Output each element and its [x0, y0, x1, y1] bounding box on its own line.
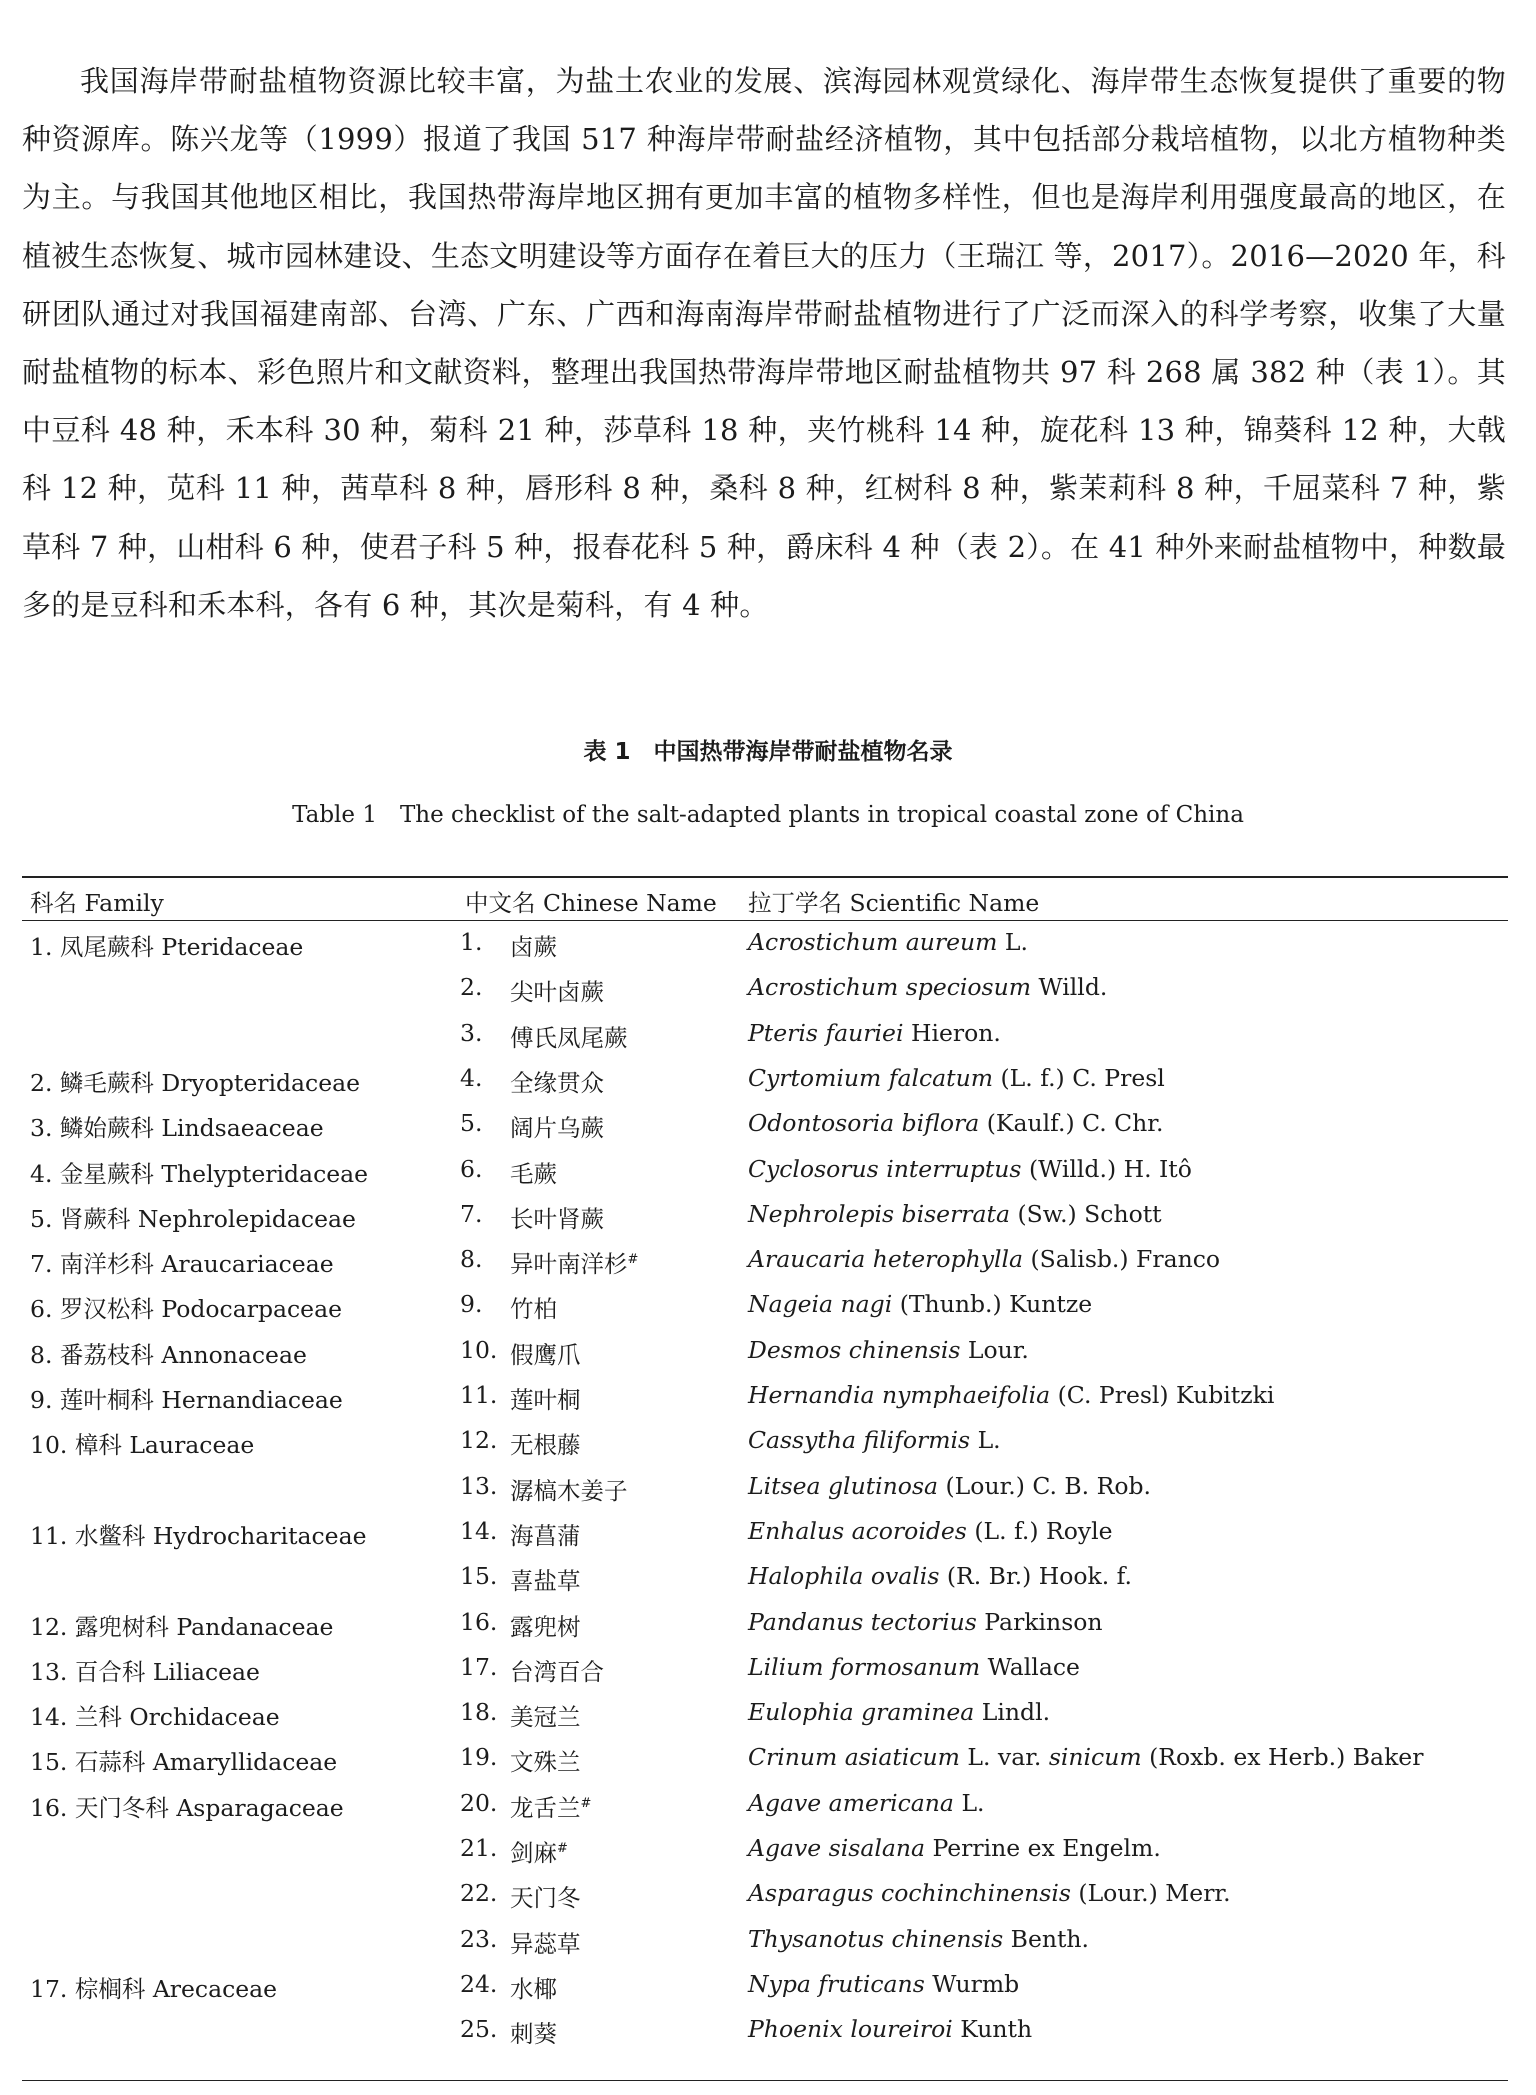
chinese-name: 喜盐草 [510, 1567, 581, 1595]
chinese-name: 阔片乌蕨 [510, 1114, 604, 1142]
genus-species: Cyclosorus interruptus [748, 1155, 1022, 1183]
chinese-name: 龙舌兰 [510, 1794, 581, 1822]
chinese-name: 异叶南洋杉 [510, 1250, 628, 1278]
family-cell: 14. 兰科 Orchidaceae [30, 1703, 280, 1731]
species-number: 4. [460, 1064, 483, 1092]
author-citation: (L. f.) C. Presl [1000, 1064, 1165, 1092]
author-citation: (R. Br.) Hook. f. [946, 1562, 1133, 1590]
chinese-name-cell [510, 1743, 581, 1777]
author-citation: (Lour.) Merr. [1078, 1879, 1231, 1907]
scientific-name-cell [748, 2015, 1032, 2043]
chinese-name-cell [510, 1336, 581, 1370]
family-cell: 7. 南洋杉科 Araucariaceae [30, 1250, 334, 1278]
scientific-name-cell [748, 1743, 1423, 1771]
author-citation: (Salisb.) Franco [1030, 1245, 1221, 1273]
scientific-name-cell [748, 1653, 1080, 1681]
family-cell: 2. 鳞毛蕨科 Dryopteridaceae [30, 1069, 361, 1097]
species-number: 21. [460, 1834, 498, 1862]
chinese-name: 长叶肾蕨 [510, 1205, 604, 1233]
chinese-name-cell [510, 1970, 557, 2004]
family-cell: 17. 棕榈科 Arecaceae [30, 1975, 278, 2003]
chinese-name-cell [510, 928, 557, 962]
species-number: 11. [460, 1381, 498, 1409]
family-cell: 4. 金星蕨科 Thelypteridaceae [30, 1160, 369, 1188]
species-number: 17. [460, 1653, 498, 1681]
chinese-name: 傅氏凤尾蕨 [510, 1024, 628, 1052]
chinese-name-cell [510, 1562, 581, 1596]
table-header-rule [22, 920, 1508, 921]
header-chinese-name: 中文名 Chinese Name [465, 889, 717, 917]
scientific-name-cell [748, 1290, 1092, 1318]
table-bottom-rule [22, 2080, 1508, 2081]
chinese-name: 剑麻 [510, 1839, 557, 1867]
scientific-name-cell [748, 1472, 1151, 1500]
genus-species: Nephrolepis biserrata [748, 1200, 1010, 1228]
genus-species: Araucaria heterophylla [748, 1245, 1024, 1273]
exotic-mark: # [557, 1841, 568, 1857]
family-cell: 15. 石蒜科 Amaryllidaceae [30, 1748, 338, 1776]
chinese-name: 全缘贯众 [510, 1069, 604, 1097]
chinese-name: 卤蕨 [510, 933, 557, 961]
genus-species: Crinum asiaticum [748, 1743, 960, 1771]
scientific-name-cell [748, 1608, 1103, 1636]
genus-species: Acrostichum speciosum [748, 973, 1032, 1001]
author-citation: (L. f.) Royle [974, 1517, 1113, 1545]
genus-species: Phoenix loureiroi [748, 2015, 953, 2043]
family-cell: 1. 凤尾蕨科 Pteridaceae [30, 933, 304, 961]
genus-species: Eulophia graminea [748, 1698, 975, 1726]
scientific-name-cell [748, 1426, 1001, 1454]
chinese-name: 刺葵 [510, 2020, 557, 2048]
author-citation: Willd. [1038, 973, 1108, 1001]
scientific-name-cell [748, 1834, 1161, 1862]
genus-species: Halophila ovalis [748, 1562, 940, 1590]
chinese-name-cell [510, 973, 604, 1007]
author-citation: L. [977, 1426, 1001, 1454]
genus-species: Lilium formosanum [748, 1653, 981, 1681]
family-cell: 9. 莲叶桐科 Hernandiaceae [30, 1386, 343, 1414]
chinese-name: 毛蕨 [510, 1160, 557, 1188]
chinese-name-cell [510, 1064, 604, 1098]
author-citation: (Kaulf.) C. Chr. [986, 1109, 1164, 1137]
author-citation: (Roxb. ex Herb.) Baker [1149, 1743, 1424, 1771]
author-citation: (Lour.) C. B. Rob. [945, 1472, 1151, 1500]
genus-species: Nypa fruticans [748, 1970, 925, 1998]
genus-species: Acrostichum aureum [748, 928, 998, 956]
author-citation: Perrine ex Engelm. [932, 1834, 1161, 1862]
species-number: 18. [460, 1698, 498, 1726]
author-citation: Parkinson [984, 1608, 1103, 1636]
species-number: 24. [460, 1970, 498, 1998]
scientific-name-cell [748, 1109, 1163, 1137]
species-number: 8. [460, 1245, 483, 1273]
author-citation: Lour. [967, 1336, 1029, 1364]
genus-species: Agave americana [748, 1789, 954, 1817]
chinese-name: 水椰 [510, 1975, 557, 2003]
chinese-name-cell [510, 1245, 638, 1279]
family-cell: 16. 天门冬科 Asparagaceae [30, 1794, 344, 1822]
scientific-name-cell [748, 973, 1107, 1001]
species-number: 15. [460, 1562, 498, 1590]
chinese-name-cell [510, 1834, 568, 1868]
chinese-name-cell [510, 1381, 581, 1415]
scientific-name-cell [748, 1381, 1274, 1409]
chinese-name-cell [510, 1925, 581, 1959]
scientific-name-cell [748, 1562, 1132, 1590]
author-citation: (Sw.) Schott [1017, 1200, 1162, 1228]
header-family: 科名 Family [30, 889, 164, 917]
chinese-name-cell [510, 1019, 628, 1053]
chinese-name: 尖叶卤蕨 [510, 978, 604, 1006]
family-cell: 5. 肾蕨科 Nephrolepidaceae [30, 1205, 356, 1233]
name-connector: L. var. [967, 1743, 1042, 1771]
family-cell: 13. 百合科 Liliaceae [30, 1658, 260, 1686]
chinese-name-cell [510, 1200, 604, 1234]
family-cell: 11. 水鳖科 Hydrocharitaceae [30, 1522, 367, 1550]
chinese-name-cell [510, 1155, 557, 1189]
chinese-name-cell [510, 1608, 581, 1642]
species-number: 13. [460, 1472, 498, 1500]
author-citation: Hieron. [910, 1019, 1001, 1047]
chinese-name-cell [510, 1109, 604, 1143]
genus-species: Asparagus cochinchinensis [748, 1879, 1071, 1907]
chinese-name: 美冠兰 [510, 1703, 581, 1731]
scientific-name-cell [748, 1245, 1220, 1273]
scientific-name-cell [748, 1336, 1029, 1364]
chinese-name-cell [510, 1789, 591, 1823]
body-paragraph: 我国海岸带耐盐植物资源比较丰富，为盐土农业的发展、滨海园林观赏绿化、海岸带生态恢复提供了重要的物种资源库。陈兴龙等（1999）报道了我国 517 种海岸带耐盐经济植物，其中包括部分栽培植物，以北方植物种类为主。与我国其他地区相比，我国热带海岸地区拥有更加丰富的植物多样性，但也是海岸利用强度最高的地区，在植被生态恢复、城市园林建设、生态文明建设等方面存在着巨大的压力（王瑞江 等，2017）。2016—2020 年，科研团队通过对我国福建南部、台湾、广东、广西和海南海岸带耐盐植物进行了广泛而深入的科学考察，收集了大量耐盐植物的标本、彩色照片和文献资料，整理出我国热带海岸带地区耐盐植物共 97 科 268 属 382 种（表 1）。其中豆科 48 种，禾本科 30 种，菊科 21 种，莎草科 18 种，夹竹桃科 14 种，旋花科 13 种，锦葵科 12 种，大戟科 12 种，苋科 11 种，茜草科 8 种，唇形科 8 种，桑科 8 种，红树科 8 种，紫茉莉科 8 种，千屈菜科 7 种，紫草科 7 种，山柑科 6 种，使君子科 5 种，报春花科 5 种，爵床科 4 种（表 2）。在 41 种外来耐盐植物中，种数最多的是豆科和禾本科，各有 6 种，其次是菊科，有 4 种。 [22, 64, 1506, 622]
scientific-name-cell [748, 1789, 985, 1817]
genus-species: Hernandia nymphaeifolia [748, 1381, 1051, 1409]
chinese-name: 天门冬 [510, 1884, 581, 1912]
species-number: 6. [460, 1155, 483, 1183]
species-number: 22. [460, 1879, 498, 1907]
species-number: 19. [460, 1743, 498, 1771]
header-scientific-name: 拉丁学名 Scientific Name [748, 889, 1040, 917]
table-caption-chinese: 表 1 中国热带海岸带耐盐植物名录 [583, 739, 953, 765]
species-number: 7. [460, 1200, 483, 1228]
chinese-name: 台湾百合 [510, 1658, 604, 1686]
exotic-mark: # [580, 1796, 592, 1812]
scientific-name-cell [748, 928, 1028, 956]
family-cell: 10. 樟科 Lauraceae [30, 1431, 255, 1459]
family-cell: 12. 露兜树科 Pandanaceae [30, 1613, 334, 1641]
species-number: 3. [460, 1019, 483, 1047]
chinese-name: 假鹰爪 [510, 1341, 581, 1369]
species-number: 12. [460, 1426, 498, 1454]
table-caption-english: Table 1 The checklist of the salt-adapted plants in tropical coastal zone of China [292, 802, 1244, 828]
table-top-rule [22, 876, 1508, 878]
family-cell: 6. 罗汉松科 Podocarpaceae [30, 1295, 343, 1323]
species-number: 20. [460, 1789, 498, 1817]
author-citation: Kunth [960, 2015, 1033, 2043]
scientific-name-cell [748, 1200, 1162, 1228]
genus-species: Cassytha filiformis [748, 1426, 971, 1454]
chinese-name: 潺槁木姜子 [510, 1477, 628, 1505]
species-number: 14. [460, 1517, 498, 1545]
species-number: 1. [460, 928, 483, 956]
genus-species: Litsea glutinosa [748, 1472, 939, 1500]
author-citation: Lindl. [981, 1698, 1051, 1726]
scientific-name-cell [748, 1970, 1019, 1998]
scientific-name-cell [748, 1698, 1050, 1726]
species-number: 2. [460, 973, 483, 1001]
family-cell: 8. 番荔枝科 Annonaceae [30, 1341, 307, 1369]
chinese-name-cell [510, 1698, 581, 1732]
chinese-name: 无根藤 [510, 1431, 581, 1459]
chinese-name: 莲叶桐 [510, 1386, 581, 1414]
author-citation: Wallace [987, 1653, 1080, 1681]
author-citation: (Thunb.) Kuntze [899, 1290, 1093, 1318]
chinese-name: 异蕊草 [510, 1930, 581, 1958]
species-number: 23. [460, 1925, 498, 1953]
family-cell: 3. 鳞始蕨科 Lindsaeaceae [30, 1114, 324, 1142]
scientific-name-cell [748, 1517, 1113, 1545]
genus-species: Enhalus acoroides [748, 1517, 967, 1545]
chinese-name-cell [510, 1517, 581, 1551]
author-citation: (C. Presl) Kubitzki [1057, 1381, 1275, 1409]
genus-species: Desmos chinensis [748, 1336, 961, 1364]
species-number: 5. [460, 1109, 483, 1137]
genus-species: Pandanus tectorius [748, 1608, 977, 1636]
genus-species: Odontosoria biflora [748, 1109, 980, 1137]
author-citation: L. [1004, 928, 1028, 956]
exotic-mark: # [627, 1252, 639, 1268]
species-number: 25. [460, 2015, 498, 2043]
chinese-name: 露兜树 [510, 1613, 581, 1641]
genus-species: Cyrtomium falcatum [748, 1064, 994, 1092]
chinese-name: 竹柏 [510, 1295, 557, 1323]
author-citation: (Willd.) H. Itô [1028, 1155, 1192, 1183]
chinese-name-cell [510, 1426, 581, 1460]
genus-species: Thysanotus chinensis [748, 1925, 1004, 1953]
chinese-name-cell [510, 1653, 604, 1687]
scientific-name-cell [748, 1064, 1165, 1092]
scientific-name-cell [748, 1925, 1089, 1953]
author-citation: Benth. [1010, 1925, 1090, 1953]
author-citation: Wurmb [932, 1970, 1020, 1998]
genus-species: Agave sisalana [748, 1834, 925, 1862]
chinese-name-cell [510, 1472, 628, 1506]
genus-species: Nageia nagi [748, 1290, 893, 1318]
species-number: 10. [460, 1336, 498, 1364]
chinese-name-cell [510, 1879, 581, 1913]
chinese-name-cell [510, 1290, 557, 1324]
author-citation: L. [961, 1789, 985, 1817]
chinese-name: 文殊兰 [510, 1748, 581, 1776]
scientific-name-cell [748, 1155, 1192, 1183]
species-number: 9. [460, 1290, 483, 1318]
scientific-name-cell [748, 1879, 1231, 1907]
chinese-name-cell [510, 2015, 557, 2049]
infraspecific-epithet: sinicum [1048, 1743, 1142, 1771]
species-number: 16. [460, 1608, 498, 1636]
scientific-name-cell [748, 1019, 1001, 1047]
chinese-name: 海菖蒲 [510, 1522, 581, 1550]
genus-species: Pteris fauriei [748, 1019, 904, 1047]
